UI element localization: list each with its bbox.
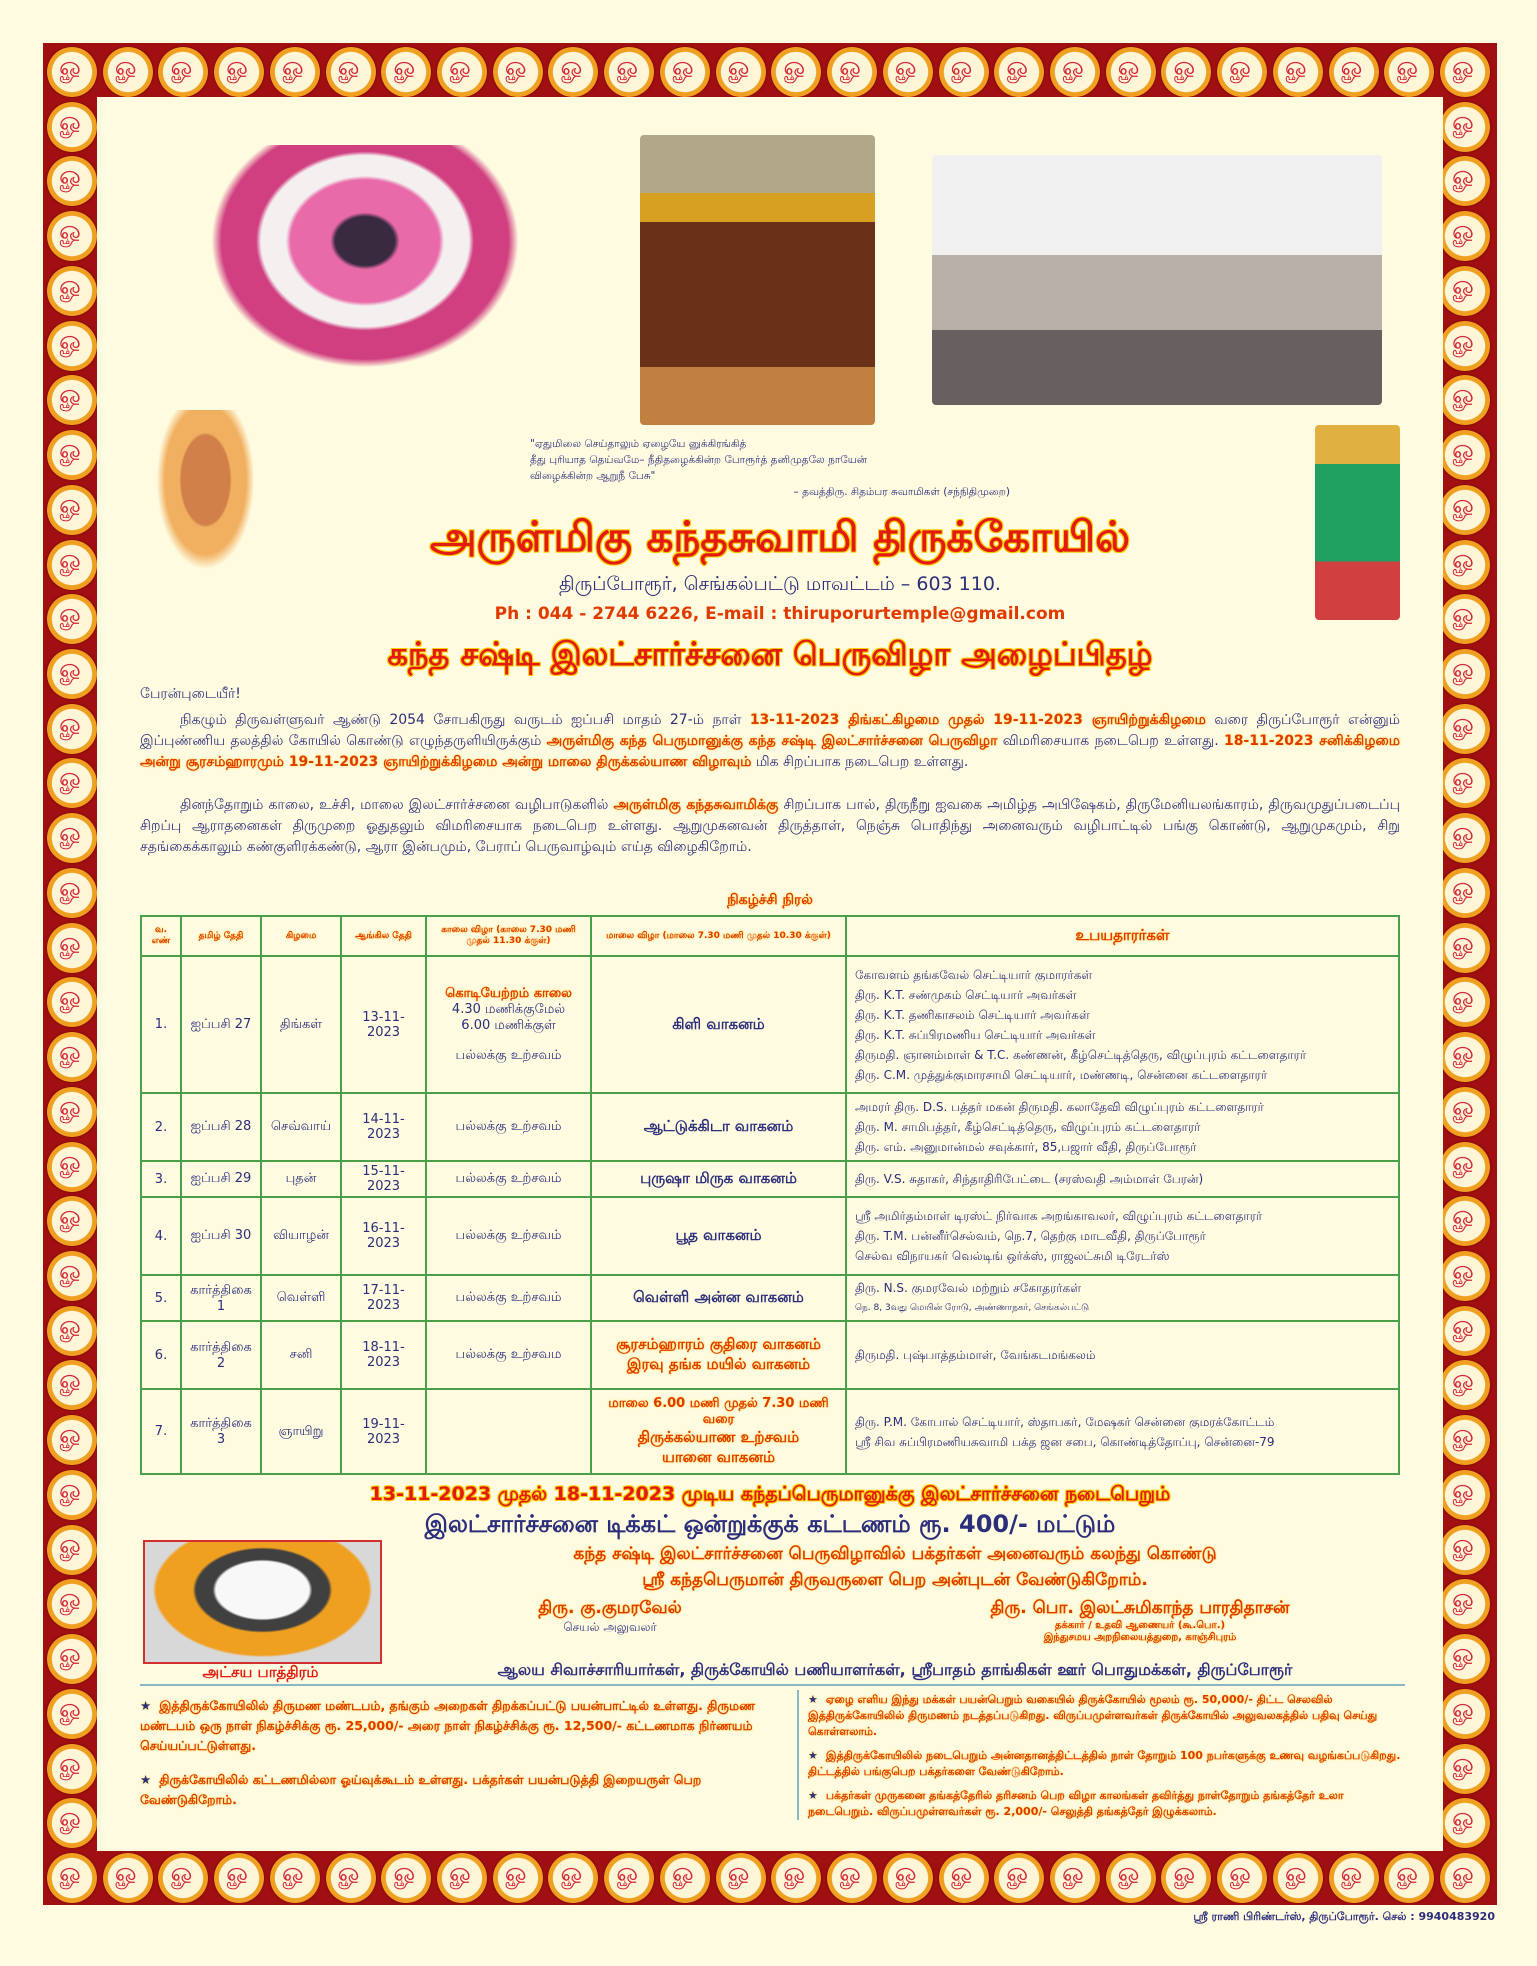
om-medallion-icon <box>47 923 97 973</box>
om-medallion-icon <box>883 1853 933 1903</box>
om-medallion-icon <box>1217 47 1267 97</box>
om-medallion-icon <box>827 1853 877 1903</box>
om-medallion-icon <box>47 649 97 699</box>
notices-divider <box>140 1684 1405 1686</box>
om-medallion-icon <box>1440 1306 1490 1356</box>
om-medallion-icon <box>47 868 97 918</box>
om-medallion-icon <box>1440 485 1490 535</box>
quote-block: "ஏதுமிலை செய்தாலும் ஏழையே னுக்கிரங்கித் தீது புரியாத தெய்வமே– நீதிதழைக்கின்ற போரூர்த் தனிமுதலே நாயேன் விழைக்கின்ற ஆறுநீ பேசு" – தவத்திரு. சிதம்பர சுவாமிகள் (சந்நிதிமுறை) <box>530 438 1010 498</box>
om-medallion-icon <box>1440 1744 1490 1794</box>
om-medallion-icon <box>47 540 97 590</box>
om-medallion-icon <box>493 47 543 97</box>
star-icon: ★ <box>140 1698 152 1713</box>
invite-line-1: கந்த சஷ்டி இலட்சார்ச்சனை பெருவிழாவில் பக்தர்கள் அனைவரும் கலந்து கொண்டு <box>573 1544 1217 1564</box>
om-medallion-icon <box>660 1853 710 1903</box>
om-medallion-icon <box>1440 1251 1490 1301</box>
worship-paragraph: தினந்தோறும் காலை, உச்சி, மாலை இலட்சார்ச்சனை வழிபாடுகளில் அருள்மிகு கந்தசுவாமிக்கு சிறப்பாக பால், திருநீறு ஐவகை அமிழ்த அபிஷேகம், திருமேனியலங்காரம், திருவமுதுப்படைப்பு சிறப்பு ஆராதனைகள் திருமுறை ஓதுதலும் விமரிசையாக நடைபெற உள்ளது. ஆறுமுகனவன் திருத்தாள், நெஞ்சு பொதிந்து அனைவரும் வழிபாட்டில் பங்கு கொண்டு, ஆறுமுகமும், சிறு சதங்கைக்காலும் கண்குளிரக்கண்டு, ஆரா இன்பமும், பேராப் பெருவாழ்வும் எய்த விழைகிறோம். <box>140 797 1401 855</box>
om-medallion-icon <box>1440 102 1490 152</box>
om-medallion-icon <box>47 47 97 97</box>
om-medallion-icon <box>326 1853 376 1903</box>
om-medallion-icon <box>270 1853 320 1903</box>
om-medallion-icon <box>1384 47 1434 97</box>
table-row: 2. ஐப்பசி 28 செவ்வாய் 14-11-2023 பல்லக்கு உற்சவம் ஆட்டுக்கிடா வாகனம் அமரர் திரு. D.S. பத்தர் மகன் திருமதி. கலாதேவி விழுப்புரம் கட்டளைதாரர் திரு. M. சாமிபத்தர், கீழ்செட்டித்தெரு, விழுப்புரம் கட்டளைதாரர் திரு. எம். அனுமான்மல் சவுக்கார், 85,பஜார் வீதி, திருப்போரூர் <box>141 1093 1399 1161</box>
om-medallion-icon <box>47 321 97 371</box>
om-medallion-icon <box>47 1032 97 1082</box>
om-medallion-icon <box>47 102 97 152</box>
schedule-title: நிகழ்ச்சி நிரல் <box>727 892 813 908</box>
om-medallion-icon <box>47 1142 97 1192</box>
om-medallion-icon <box>1273 47 1323 97</box>
om-medallion-icon <box>1440 540 1490 590</box>
om-medallion-icon <box>437 47 487 97</box>
om-medallion-icon <box>883 47 933 97</box>
om-medallion-icon <box>1106 1853 1156 1903</box>
notice-item: ★ இத்திருக்கோயிலில் நடைபெறும் அன்னதானத்திட்டத்தில் நாள் தோறும் 100 நபர்களுக்கு உணவு வழங்கப்படுகிறது. திட்டத்தில் பங்குபெற பக்தர்களை வேண்டுகிறோம். <box>808 1749 1401 1778</box>
om-medallion-icon <box>1106 47 1156 97</box>
om-medallion-icon <box>1329 1853 1379 1903</box>
om-medallion-icon <box>716 1853 766 1903</box>
om-medallion-icon <box>1440 923 1490 973</box>
goddess-photo <box>1315 425 1400 620</box>
notices-center-divider <box>797 1690 799 1820</box>
om-medallion-icon <box>1440 1196 1490 1246</box>
om-medallion-icon <box>1440 47 1490 97</box>
shrine-photo <box>640 135 875 425</box>
notice-item: ★ திருக்கோயிலில் கட்டணமில்லா ஓய்வுக்கூடம் உள்ளது. பக்தர்கள் பயன்படுத்தி இறையருள் பெற வேண்டுகிறோம். <box>140 1772 702 1807</box>
om-medallion-icon <box>1050 47 1100 97</box>
ticket-fee-line: இலட்சார்ச்சனை டிக்கட் ஒன்றுக்குக் கட்டணம் ரூ. 400/- மட்டும் <box>424 1510 1116 1538</box>
om-medallion-icon <box>939 47 989 97</box>
intro-paragraph: நிகழும் திருவள்ளுவர் ஆண்டு 2054 சோபகிருது வருடம் ஐப்பசி மாதம் 27-ம் நாள் 13-11-2023 திங்கட்கிழமை முதல் 19-11-2023 ஞாயிற்றுக்கிழமை வரை திருப்போரூர் என்னும் இப்புண்ணிய தலத்தில் கோயில் கொண்டு எழுந்தருளியிருக்கும் அருள்மிகு கந்த பெருமானுக்கு கந்த சஷ்டி இலட்சார்ச்சனை பெருவிழா விமரிசையாக நடைபெற உள்ளது. 18-11-2023 சனிக்கிழமை அன்று சூரசம்ஹாரமும் 19-11-2023 ஞாயிற்றுக்கிழமை அன்று மாலை திருக்கல்யாண விழாவும் மிக சிறப்பாக நடைபெற உள்ளது. <box>140 712 1401 770</box>
om-medallion-icon <box>1440 594 1490 644</box>
star-icon: ★ <box>140 1772 152 1787</box>
om-medallion-icon <box>1440 1415 1490 1465</box>
notice-item: ★ பக்தர்கள் முருகனை தங்கத்தேரில் தரிசனம் பெற விழா காலங்கள் தவிர்த்து நாள்தோறும் தங்கத்தேர் உலா நடைபெறும். விருப்பமுள்ளவர்கள் ரூ. 2,000/- செலுத்தி தங்கத்தேர் இழுக்கலாம். <box>808 1789 1344 1818</box>
om-medallion-icon <box>381 1853 431 1903</box>
om-medallion-icon <box>1217 1853 1267 1903</box>
notice-item: ★ ஏழை எளிய இந்து மக்கள் பயன்பெறும் வகையில் திருக்கோயில் மூலம் ரூ. 50,000/- திட்ட செலவில் இத்திருக்கோயிலில் திருமணம் நடத்தப்படுகிறது. விருப்பமுள்ளவர்கள் திருக்கோயில் அலுவலகத்தில் பதிவு செய்து கொள்ளலாம். <box>808 1693 1378 1738</box>
temple-address: திருப்போரூர், செங்கல்பட்டு மாவட்டம் – 603 110. <box>559 573 1001 595</box>
deity-garland-photo <box>190 145 540 385</box>
om-medallion-icon <box>1440 649 1490 699</box>
invitation-heading: கந்த சஷ்டி இலட்சார்ச்சனை பெருவிழா அழைப்பிதழ் <box>387 635 1153 673</box>
signatory-assistant-commissioner: திரு. பொ. இலட்சுமிகாந்த பாரதிதாசன் தக்கார் / உதவி ஆணையர் (கூ.பொ.) இந்துசமய அறநிலையத்துறை, காஞ்சிபுரம் <box>990 1598 1290 1643</box>
om-medallion-icon <box>1440 1634 1490 1684</box>
om-medallion-icon <box>47 1251 97 1301</box>
om-medallion-icon <box>381 47 431 97</box>
om-medallion-icon <box>660 47 710 97</box>
om-medallion-icon <box>214 47 264 97</box>
star-icon: ★ <box>808 1749 818 1762</box>
om-medallion-icon <box>716 47 766 97</box>
om-medallion-icon <box>47 1744 97 1794</box>
om-medallion-icon <box>47 211 97 261</box>
om-medallion-icon <box>47 1306 97 1356</box>
om-medallion-icon <box>437 1853 487 1903</box>
om-medallion-icon <box>1440 1798 1490 1848</box>
om-medallion-icon <box>1440 813 1490 863</box>
om-medallion-icon <box>1384 1853 1434 1903</box>
star-icon: ★ <box>808 1693 818 1706</box>
om-medallion-icon <box>47 1689 97 1739</box>
om-medallion-icon <box>1273 1853 1323 1903</box>
om-medallion-icon <box>1440 1525 1490 1575</box>
om-medallion-icon <box>47 594 97 644</box>
om-medallion-icon <box>1050 1853 1100 1903</box>
notices-left <box>140 1696 790 1810</box>
table-row: 5. கார்த்திகை 1 வெள்ளி 17-11-2023 பல்லக்கு உற்சவம் வெள்ளி அன்ன வாகனம் திரு. N.S. குமரவேல் மற்றும் சகோதரர்கள் நெ. 8, 3வது மெயின் ரோடு, அண்ணாநகர், செங்கல்பட்டு <box>141 1275 1399 1321</box>
om-medallion-icon <box>1440 868 1490 918</box>
om-medallion-icon <box>47 485 97 535</box>
om-medallion-icon <box>47 1525 97 1575</box>
notices-right <box>808 1692 1404 1820</box>
om-medallion-icon <box>47 1853 97 1903</box>
schedule-table <box>140 915 1400 1475</box>
om-medallion-icon <box>47 1087 97 1137</box>
invite-line-2: ஸ்ரீ கந்தபெருமான் திருவருளை பெற அன்புடன் வேண்டுகிறோம். <box>642 1570 1148 1590</box>
om-medallion-icon <box>47 704 97 754</box>
om-medallion-icon <box>47 430 97 480</box>
signatory-executive-officer: திரு. கு.குமரவேல் செயல் அலுவலர் <box>538 1598 682 1634</box>
om-medallion-icon <box>270 47 320 97</box>
temple-gopuram-photo <box>932 155 1382 405</box>
quote-author: – தவத்திரு. சிதம்பர சுவாமிகள் (சந்நிதிமுறை) <box>793 486 1010 498</box>
temple-title: அருள்மிகு கந்தசுவாமி திருக்கோயில் <box>429 512 1130 561</box>
archana-dates-line: 13-11-2023 முதல் 18-11-2023 முடிய கந்தப்பெருமானுக்கு இலட்சார்ச்சனை நடைபெறும் <box>369 1483 1171 1505</box>
om-medallion-icon <box>47 266 97 316</box>
om-medallion-icon <box>1329 47 1379 97</box>
om-medallion-icon <box>1440 430 1490 480</box>
om-medallion-icon <box>1440 1689 1490 1739</box>
om-medallion-icon <box>47 1798 97 1848</box>
table-row: 7. கார்த்திகை 3 ஞாயிறு 19-11-2023 மாலை 6.00 மணி முதல் 7.30 மணி வரை திருக்கல்யாண உற்சவம் யானை வாகனம் திரு. P.M. கோபால் செட்டியார், ஸ்தாபகர், மேஷகர் சென்னை குமரக்கோட்டம் ஸ்ரீ சிவ சுப்பிரமணியசுவாமி பக்த ஜன சபை, கொண்டித்தோப்பு, சென்னை-79 <box>141 1389 1399 1474</box>
table-row: 6. கார்த்திகை 2 சனி 18-11-2023 பல்லக்கு உற்சவம சூரசம்ஹாரம் குதிரை வாகனம் இரவு தங்க மயில் வாகனம் திருமதி. புஷ்பாத்தம்மாள், வேங்கடமங்கலம் <box>141 1321 1399 1389</box>
om-medallion-icon <box>1440 1853 1490 1903</box>
om-medallion-icon <box>604 1853 654 1903</box>
om-medallion-icon <box>47 1415 97 1465</box>
om-medallion-icon <box>1440 321 1490 371</box>
om-medallion-icon <box>47 1196 97 1246</box>
om-medallion-icon <box>326 47 376 97</box>
om-medallion-icon <box>604 47 654 97</box>
om-medallion-icon <box>1440 1142 1490 1192</box>
table-header-row: வ. எண் தமிழ் தேதி கிழமை ஆங்கில தேதி காலை விழா (காலை 7.30 மணி முதல் 11.30 க்குள்) மாலை விழா (மாலை 7.30 மணி முதல் 10.30 க்குள்) உபயதாரர்கள் <box>141 916 1399 956</box>
table-row: 4. ஐப்பசி 30 வியாழன் 16-11-2023 பல்லக்கு உற்சவம் பூத வாகனம் ஸ்ரீ அமிர்தம்மாள் டிரஸ்ட் நிர்வாக அறங்காவலர், விழுப்புரம் கட்டளைதாரர் திரு. T.M. பன்னீர்செல்வம், நெ.7, தெற்கு மாடவீதி, திருப்போரூர் செல்வ விநாயகர் வெல்டிங் ஒர்க்ஸ், ராஜலட்சுமி டிரேடர்ஸ் <box>141 1197 1399 1275</box>
om-medallion-icon <box>103 47 153 97</box>
greeting: பேரன்புடையீர்! <box>140 686 241 702</box>
vessel-caption: அட்சய பாத்திரம் <box>202 1663 319 1681</box>
om-medallion-icon <box>1440 211 1490 261</box>
table-row: 1. ஐப்பசி 27 திங்கள் 13-11-2023 கொடியேற்றம் காலை 4.30 மணிக்குமேல் 6.00 மணிக்குள் பல்லக்கு உற்சவம் கிளி வாகனம் கோவளம் தங்கவேல் செட்டியார் குமாரர்கள் திரு. K.T. சண்முகம் செட்டியார் அவர்கள் திரு. K.T. தணிகாசலம் செட்டியார் அவர்கள் திரு. K.T. சுப்பிரமணிய செட்டியார் அவர்கள் திருமதி. ஞானம்மாள் & T.C. கண்ணன், கீழ்செட்டித்தெரு, விழுப்புரம் கட்டளைதாரர் திரு. C.M. முத்துக்குமாரசாமி செட்டியார், மண்ணடி, சென்னை கட்டளைதாரர் <box>141 956 1399 1093</box>
om-medallion-icon <box>1440 704 1490 754</box>
om-medallion-icon <box>827 47 877 97</box>
om-medallion-icon <box>994 47 1044 97</box>
om-medallion-icon <box>1440 266 1490 316</box>
notice-item: ★ இத்திருக்கோயிலில் திருமண மண்டபம், தங்கும் அறைகள் திறக்கப்பட்டு பயன்பாட்டில் உள்ளது. திருமண மண்டபம் ஒரு நாள் நிகழ்ச்சிக்கு ரூ. 25,000/- அரை நாள் நிகழ்ச்சிக்கு ரூ. 12,500/- கட்டணமாக நிர்ணயம் செய்யப்பட்டுள்ளது. <box>140 1698 755 1753</box>
om-medallion-icon <box>493 1853 543 1903</box>
table-row: 3. ஐப்பசி 29 புதன் 15-11-2023 பல்லக்கு உற்சவம் புருஷா மிருக வாகனம் திரு. V.S. சுதாகர், சிந்தாதிரிபேட்டை (சரஸ்வதி அம்மாள் பேரன்) <box>141 1161 1399 1197</box>
printer-credit: ஸ்ரீ ராணி பிரிண்டர்ஸ், திருப்போரூர். செல் : 9940483920 <box>1193 1910 1495 1923</box>
om-medallion-icon <box>47 1470 97 1520</box>
om-medallion-icon <box>1440 1470 1490 1520</box>
temple-contact: Ph : 044 - 2744 6226, E-mail : thiruporurtemple@gmail.com <box>494 604 1066 624</box>
om-medallion-icon <box>1440 1087 1490 1137</box>
om-medallion-icon <box>939 1853 989 1903</box>
om-medallion-icon <box>994 1853 1044 1903</box>
om-medallion-icon <box>1440 1032 1490 1082</box>
om-medallion-icon <box>47 1634 97 1684</box>
temple-staff-line: ஆலய சிவாச்சாரியார்கள், திருக்கோயில் பணியாளர்கள், ஸ்ரீபாதம் தாங்கிகள் ஊர் பொதுமக்கள், திருப்போரூர் <box>497 1660 1293 1679</box>
saint-photo <box>148 410 263 585</box>
om-medallion-icon <box>47 813 97 863</box>
star-icon: ★ <box>808 1789 818 1802</box>
vessel-photo <box>143 1540 382 1664</box>
om-medallion-icon <box>214 1853 264 1903</box>
om-medallion-icon <box>103 1853 153 1903</box>
